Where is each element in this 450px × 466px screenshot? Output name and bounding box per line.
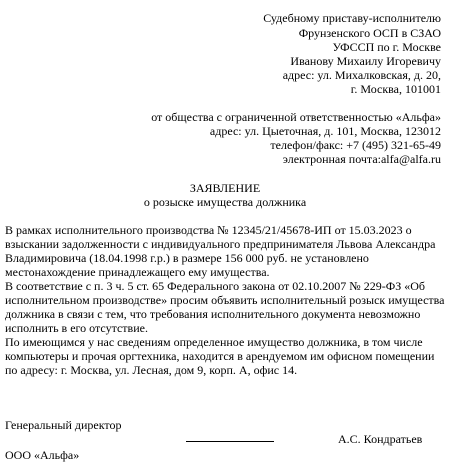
body-line: По имеющимся у нас сведениям определенное имущество должника, в том числе — [5, 335, 423, 349]
body-line: компьютеры и прочая оргтехника, находится в арендуемом им офисном помещении — [5, 349, 435, 363]
body-line: по адресу: г. Москва, ул. Лесная, дом 9, корп. А, офис 14. — [5, 363, 298, 377]
sender-line: от общества с ограниченной ответственностью «Альфа» — [151, 110, 441, 124]
body-line: местонахождение принадлежащего ему имущества. — [5, 265, 270, 279]
company-name: ООО «Альфа» — [5, 448, 80, 462]
addressee-line: г. Москва, 101001 — [350, 82, 441, 96]
body-line: В соответствие с п. 3 ч. 5 ст. 65 Федерального закона от 02.10.2007 № 229-ФЗ «Об — [5, 279, 426, 293]
document-title: ЗАЯВЛЕНИЕ — [189, 181, 261, 195]
body-line: исполнить в его отсутствие. — [5, 321, 148, 335]
addressee-line: Иванову Михаилу Игоревичу — [290, 54, 441, 68]
sender-line: адрес: ул. Цыеточная, д. 101, Москва, 123012 — [209, 124, 441, 138]
addressee-line: Судебному приставу-исполнителю — [263, 11, 441, 25]
body-line: взыскании задолженности с индивидуального предпринимателя Львова Александра — [5, 237, 436, 251]
body-line: должника в связи с тем, что требования исполнительного документа невозможно — [5, 307, 421, 321]
document-subtitle: о розыске имущества должника — [143, 195, 307, 209]
sender-line: электронная почта:alfa@alfa.ru — [282, 152, 441, 166]
addressee-line: адрес: ул. Михалковская, д. 20, — [282, 68, 441, 82]
body-line: исполнительном производстве» просим объявить исполнительный розыск имущества — [5, 293, 445, 307]
sender-line: телефон/факс: +7 (495) 321-65-49 — [270, 138, 441, 152]
body-line: Владимировича (18.04.1998 г.р.) в размере 156 000 руб. не установлено — [5, 251, 369, 265]
signature-line — [186, 441, 274, 442]
body-line: В рамках исполнительного производства № 12345/21/45678-ИП от 15.03.2023 о — [5, 223, 412, 237]
signer-name: А.С. Кондратьев — [338, 432, 423, 446]
signer-position: Генеральный директор — [5, 418, 122, 432]
addressee-line: Фрунзенского ОСП в СЗАО — [298, 26, 441, 40]
addressee-line: УФССП по г. Москве — [332, 40, 441, 54]
